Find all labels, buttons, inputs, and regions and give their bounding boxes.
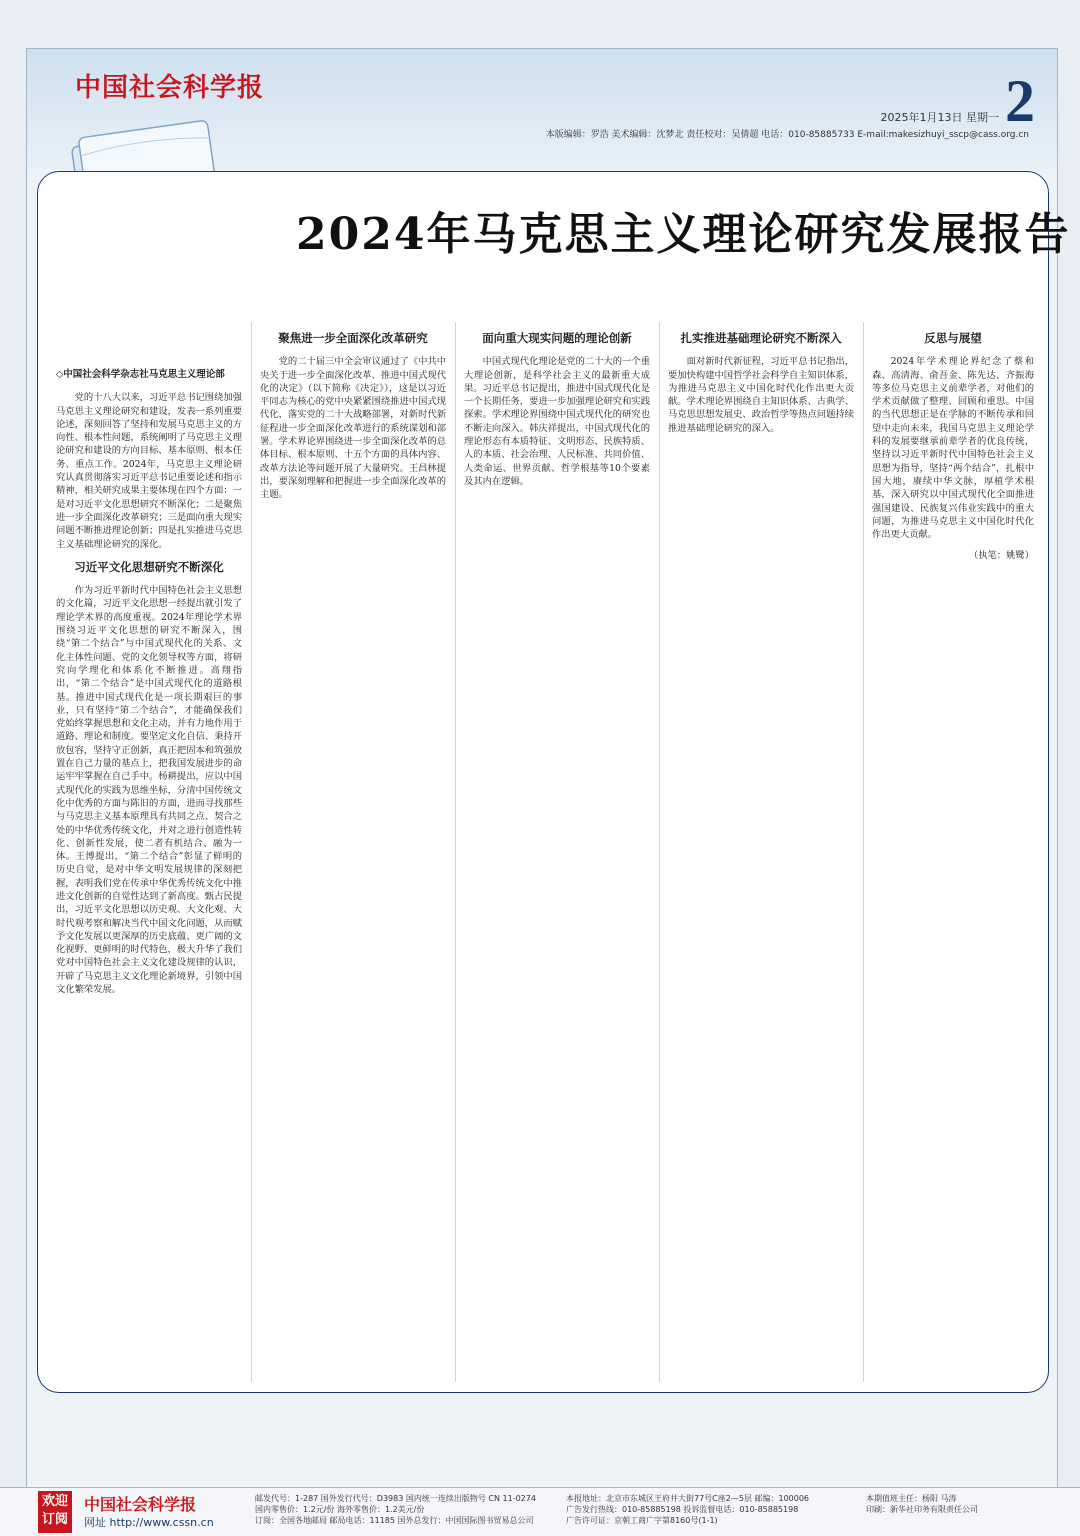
body-paragraph: 面对新时代新征程，习近平总书记指出，要加快构建中国哲学社会科学自主知识体系，为推进马克思主义中国化时代化作出更大贡献。学术理论界围绕自主知识体系、古典学、马克思思想发展史、政治哲学等热点问题持续推进基础理论研究的深入。 [668,356,854,434]
section-heading: 反思与展望 [924,331,982,345]
issue-date: 2025年1月13日 星期一 [880,111,999,124]
body-paragraph: 党的二十届三中全会审议通过了《中共中央关于进一步全面深化改革、推进中国式现代化的决定》（以下简称《决定》），这是以习近平同志为核心的党中央紧紧围绕推进中国式现代化，落实党的二十大战略部署，对新时代新征程进一步全面深化改革进行的系统谋划和部署。学术界论界围绕进一步全面深化改革的总体目标、根本原则、十五个方面的具体内容、改革方法论等问题开展了大量研究。王昌林提出，要深刻理解和把握进一步全面深化改革的主题。 [260,356,446,501]
body-paragraph: 中国式现代化理论是党的二十大的一个重大理论创新，是科学社会主义的最新重大成果。习近平总书记提出，推进中国式现代化是一个长期任务，要进一步加强理论研究和实践探索。学术理论界围绕中国式现代化的研究也不断走向深入。韩庆祥提出，中国式现代化的理论形态有本质特征、文明形态、民族特质、人的本质、社会治理、人民标准、共同价值、人类命运、世界贡献、哲学根基等10个要素及其内在逻辑。 [464,356,650,487]
footer-distribution-info: 邮发代号：1-287 国外发行代号：D3983 国内统一连续出版物号 CN 11-0274 国内零售价：1.2元/份 海外零售价：1.2美元/份 订阅：全国各地邮局 邮局电话：11185 国外总发行：中国国际图书贸易总公司 [255,1494,536,1525]
footer-paper-name: 中国社会科学报 [84,1495,197,1514]
subscribe-badge[interactable]: 欢迎订阅 [38,1491,72,1533]
column-5 [872,322,1034,563]
newspaper-name: 中国社会科学报 [75,73,265,103]
section-heading: 习近平文化思想研究不断深化 [74,559,224,574]
section-heading: 聚焦进一步全面深化改革研究 [278,331,428,345]
column-1 [56,368,242,996]
article-title: 2024年马克思主义理论研究发展报告 [296,209,1071,260]
body-paragraph: 2024年学术理论界纪念了蔡和森、高清海、俞吾金、陈先达、齐振海等多位马克思主义前辈学者，对他们的学术贡献做了整理、回顾和重思。中国的当代思想正是在学脉的不断传承和回望中走向未来，我国马克思主义理论学科的发展要继承前辈学者的优良传统，坚持以习近平新时代中国特色社会主义思想为指导，坚持“两个结合”，扎根中国大地，赓续中华文脉，厚植学术根基，深入研究以中国式现代化全面推进强国建设、民族复兴伟业实践中的重大问题，为推进马克思主义中国化时代化作出更大贡献。 [872,356,1034,541]
body-paragraph: 作为习近平新时代中国特色社会主义思想的文化篇，习近平文化思想一经提出就引发了理论学术界的高度重视。2024年理论学术界围绕习近平文化思想的研究不断深入，围绕“第二个结合”与中国式现代化的关系、文化主体性问题、党的文化领导权等方面，将研究向学理化和体系化不断推进。高翔指出，“第二个结合”是中国式现代化的道路根基。推进中国式现代化是一项长期艰巨的事业，只有坚持“第二个结合”，才能确保我们党始终掌握思想和文化主动，并有力地作用于道路、理论和制度。要坚定文化自信、秉持开放包容，坚持守正创新，真正把固本和筑强放置在自己力量的基点上，把我国发展进步的命运牢牢掌握在自己手中。杨耕提出，应以中国式现代化的实践为思维坐标，分清中国传统文化中优秀的方面与陈旧的方面，进而寻找那些与马克思主义基本原理具有共同之点、契合之处的中华优秀传统文化，并对之进行创造性转化、创新性发展，使二者有机结合、融为一体。王博提出，“第二个结合”彰显了鲜明的历史自觉，是对中华文明发展规律的深刻把握，表明我们党在传承中华优秀传统文化中推进文化创新的自觉性达到了新高度。甄占民提出，习近平文化思想以历史观、大文化观、大时代观考察和解决当代中国文化问题，从而赋予文化发展以更深厚的历史底蕴、更广阔的文化视野、更鲜明的时代特色，极大升华了我们党对中国特色社会主义文化建设规律的认识，开辟了马克思主义文化理论新境界，引领中国文化繁荣发展。 [56,585,242,996]
section-heading: 扎实推进基础理论研究不断深入 [680,331,842,345]
page-frame [26,48,1071,1515]
editor-credits: 本版编辑：罗浩 美术编辑：沈梦北 责任校对：吴倩超 电话：010-85885733 E-mail:makesizhuyi_sscp@cass.org.cn [545,130,1029,140]
column-3 [464,322,650,488]
column-divider [455,322,456,1382]
intro-paragraph: 党的十八大以来，习近平总书记围绕加强马克思主义理论研究和建设，发表一系列重要论述，深刻回答了坚持和发展马克思主义的方向性、根本性问题，系统阐明了马克思主义理论研究和建设的方向目标、基本原则、根本任务、重点工作。2024年，马克思主义理论研究认真贯彻落实习近平总书记重要论述和指示精神，相关研究成果主要体现在四个方面：一是对习近平文化思想研究不断深化；二是聚焦进一步全面深化改革研究；三是面向重大现实问题不断推进理论创新；四是扎实推进马克思主义基础理论研究的深化。 [56,392,242,550]
column-divider [659,322,660,1382]
author-sign: （执笔：姚鹭） [968,550,1034,562]
column-4 [668,322,854,435]
section-heading: 面向重大现实问题的理论创新 [482,331,632,345]
column-divider [251,322,252,1382]
column-2 [260,322,446,502]
page-number: 2 [1005,68,1035,134]
footer-address-info: 本报地址：北京市东城区王府井大街77号C座2—5层 邮编：100006 广告发行热线：010-85885198 投诉监督电话：010-85885198 广告许可证：京朝工商广字第8160号(1-1) [566,1494,810,1525]
article-frame [37,171,1071,1393]
footer-website-link[interactable]: 网址 http://www.cssn.cn [84,1516,214,1529]
byline: ◇中国社会科学杂志社马克思主义理论部 [56,369,225,380]
column-divider [863,322,864,1382]
footer-print-info: 本期值班主任：杨阳 马涛 印刷：新华社印务有限责任公司 [866,1494,978,1514]
